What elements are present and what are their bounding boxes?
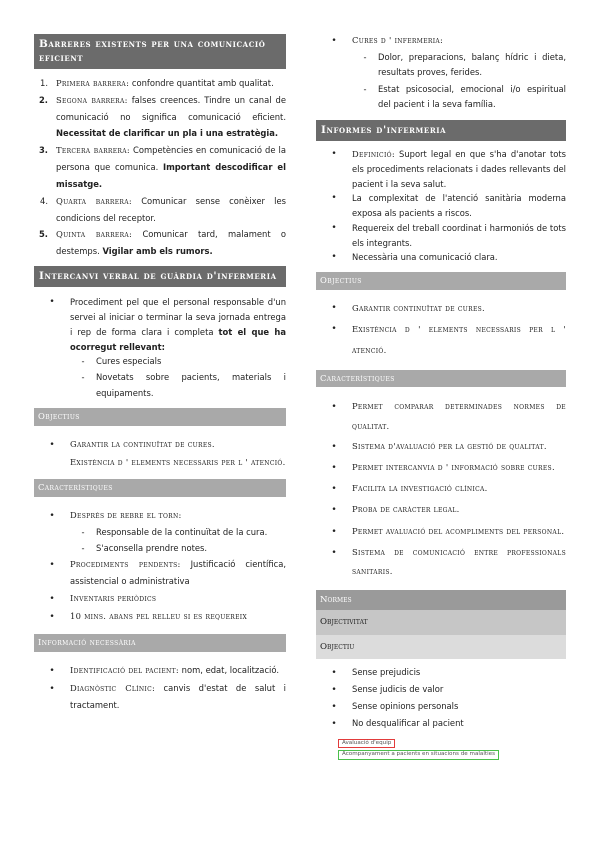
list-item xyxy=(34,92,286,142)
normes-objectiu: Objectiu xyxy=(316,635,566,659)
cures-list xyxy=(316,32,566,50)
bullet-icon: • xyxy=(331,463,337,474)
list-item: • Garantir continuïtat de cures. xyxy=(316,298,566,320)
list-item: • Sense judicis de valor xyxy=(316,682,566,699)
list-item xyxy=(34,193,286,227)
bullet-icon: • xyxy=(331,667,337,678)
list-item: • Necessària una comunicació clara. xyxy=(316,250,566,266)
color-legend xyxy=(338,739,566,762)
list-item: • La complexitat de l'atenció sanitària moderna exposa als pacients a riscos. xyxy=(316,191,566,220)
item-title: Segona barrera: xyxy=(56,94,128,105)
sub-item: - Cures especials xyxy=(81,356,162,367)
bullet-icon: • xyxy=(331,505,337,516)
bullet-icon: • xyxy=(331,547,337,558)
sub-item: - Estat psicosocial, emocional i/o espiritual del pacient i la seva família. xyxy=(363,84,566,110)
list-number: 3. xyxy=(38,145,48,156)
item-bold: Important descodificar el missatge. xyxy=(56,162,286,189)
item-text: falses creences. Tindre un canal de comunicació no significa comunicació eficient. xyxy=(56,94,287,122)
bullet-icon: • xyxy=(331,402,337,413)
list-item: • Sense prejudicis xyxy=(316,665,566,682)
bullet-icon: • xyxy=(49,612,55,623)
list-item: • Existència d ' elements necessaris per l ' atenció. xyxy=(316,319,566,359)
section-title-barreres: Barreres existents per una comunicació eficient xyxy=(34,34,286,69)
intercanvi-sublist xyxy=(34,354,286,402)
legend-red: Avaluació d'equip xyxy=(338,739,395,748)
list-item: • Permet comparar determinades normes de qualitat. xyxy=(316,397,566,437)
sub-item: - S'aconsella prendre notes. xyxy=(81,542,208,553)
list-item: • Després de rebre el torn: xyxy=(34,507,286,525)
item-text: Comunicar tard, malament o destemps. xyxy=(56,229,287,257)
list-item: • Procediments pendents: Justificació científica, assistencial o administrativa xyxy=(34,556,286,590)
bullet-icon: • xyxy=(331,222,337,233)
list-item: • Permet avaluació del acompliments del personal. xyxy=(316,522,566,543)
section-title-informes: Informes d'infermeria xyxy=(316,120,566,142)
list-item: • Diagnòstic Clínic: canvis d'estat de salut i tractament. xyxy=(34,680,286,714)
caracteristiques-list-2 xyxy=(34,556,286,626)
sub-item: - Dolor, preparacions, balanç hídric i dieta, resultats proves, ferides. xyxy=(363,52,566,77)
section-title-informacio: Informació necessària xyxy=(34,634,286,652)
list-item: • No desqualificar al pacient xyxy=(316,716,566,733)
section-title-caracteristiques: Característiques xyxy=(34,479,286,497)
bullet-icon: • xyxy=(331,526,337,537)
normes-table xyxy=(316,590,566,659)
list-item-continued: Existència d ' elements necessaris per l ' atenció. xyxy=(70,456,286,467)
item-title: Quarta barrera: xyxy=(56,195,133,206)
item-bold: Vigilar amb els rumors. xyxy=(102,246,213,257)
list-item xyxy=(34,75,286,92)
objectius-right-list xyxy=(316,298,566,360)
bullet-icon: • xyxy=(331,719,337,730)
list-item xyxy=(34,295,286,354)
bullet-icon: • xyxy=(49,665,55,676)
informacio-list xyxy=(34,662,286,714)
barreres-list xyxy=(34,75,286,260)
bullet-icon: • xyxy=(49,560,55,571)
section-title-caracteristiques-right: Característiques xyxy=(316,370,566,388)
normes-objectivitat: Objectivitat xyxy=(316,610,566,634)
item-title: Quinta barrera: xyxy=(56,229,133,240)
cures-sublist xyxy=(316,50,566,112)
bullet-icon: • xyxy=(49,297,55,308)
list-item: • Identificació del pacient: nom, edat, localització. xyxy=(34,662,286,680)
item-title: Primera barrera: xyxy=(56,78,130,89)
list-item xyxy=(34,226,286,260)
bullet-icon: • xyxy=(49,683,55,694)
list-number: 2. xyxy=(38,94,48,105)
list-item: • Requereix del treball coordinat i harmoniós de tots els integrants. xyxy=(316,221,566,250)
list-item: • Facilita la investigació clínica. xyxy=(316,479,566,500)
normes-header: Normes xyxy=(316,590,566,610)
bullet-icon: • xyxy=(331,149,337,160)
item-bold: Necessitat de clarificar un pla i una estratègia. xyxy=(56,128,279,139)
bullet-icon: • xyxy=(331,252,337,263)
list-item: • Definició: Suport legal en que s'ha d'anotar tots els procediments relacionats i dades rellevants del pacient i la seva salut. xyxy=(316,147,566,191)
item-text: Procediment pel que el personal responsable d'un servei al iniciar o terminar la seva jornada entrega i rep de forma clara i completa xyxy=(70,297,286,337)
right-column xyxy=(316,32,566,762)
list-number: 4. xyxy=(40,195,48,206)
list-item: • Garantir la continuïtat de cures. xyxy=(34,436,286,454)
caracteristiques-sublist xyxy=(34,525,286,557)
bullet-icon: • xyxy=(331,441,337,452)
list-item: • Permet intercanvia d ' informació sobre cures. xyxy=(316,458,566,479)
section-title-intercanvi: Intercanvi verbal de guàrdia d'infermeria xyxy=(34,266,286,288)
bullet-icon: • xyxy=(49,594,55,605)
normes-list xyxy=(316,665,566,733)
sub-item: - Novetats sobre pacients, materials i equipaments. xyxy=(81,372,286,399)
list-item: • 10 mins. abans pel relleu si es requereix xyxy=(34,608,286,626)
list-item: • Inventaris periòdics xyxy=(34,590,286,608)
sub-item: - Responsable de la continuïtat de la cura. xyxy=(81,526,268,537)
left-column xyxy=(34,34,286,714)
bullet-icon: • xyxy=(331,684,337,695)
bullet-icon: • xyxy=(331,193,337,204)
informes-list xyxy=(316,147,566,266)
item-text: Comunicar sense conèixer les condicions del receptor. xyxy=(56,195,286,223)
bullet-icon: • xyxy=(331,701,337,712)
objectius-list xyxy=(34,436,286,471)
list-item xyxy=(34,142,286,192)
bullet-icon: • xyxy=(331,302,337,313)
bullet-icon: • xyxy=(49,439,55,450)
item-text: Competències en comunicació de la persona que comunica. xyxy=(56,145,286,173)
list-item: • Cures d ' infermeria: xyxy=(316,32,566,50)
list-number: 1. xyxy=(40,78,48,89)
bullet-icon: • xyxy=(49,510,55,521)
bullet-icon: • xyxy=(331,36,337,46)
section-title-objectius: Objectius xyxy=(34,408,286,426)
list-number: 5. xyxy=(38,229,48,240)
intercanvi-list xyxy=(34,295,286,354)
item-title: Tercera barrera: xyxy=(56,145,130,156)
list-item: • Sistema de comunicació entre professionals sanitaris. xyxy=(316,543,566,583)
section-title-objectius-right: Objectius xyxy=(316,272,566,290)
legend-green: Acompanyament a pacients en situacions de malalties xyxy=(338,750,499,759)
list-item: • Sistema d'avaluació per la gestió de qualitat. xyxy=(316,437,566,458)
item-text: confondre quantitat amb qualitat. xyxy=(129,78,274,89)
list-item: • Proba de caràcter legal. xyxy=(316,500,566,521)
caracteristiques-right-list xyxy=(316,397,566,582)
caracteristiques-list xyxy=(34,507,286,525)
bullet-icon: • xyxy=(331,484,337,495)
item-bold: tot el que ha ocorregut rellevant: xyxy=(70,326,286,352)
bullet-icon: • xyxy=(331,324,337,335)
list-item: • Sense opinions personals xyxy=(316,699,566,716)
